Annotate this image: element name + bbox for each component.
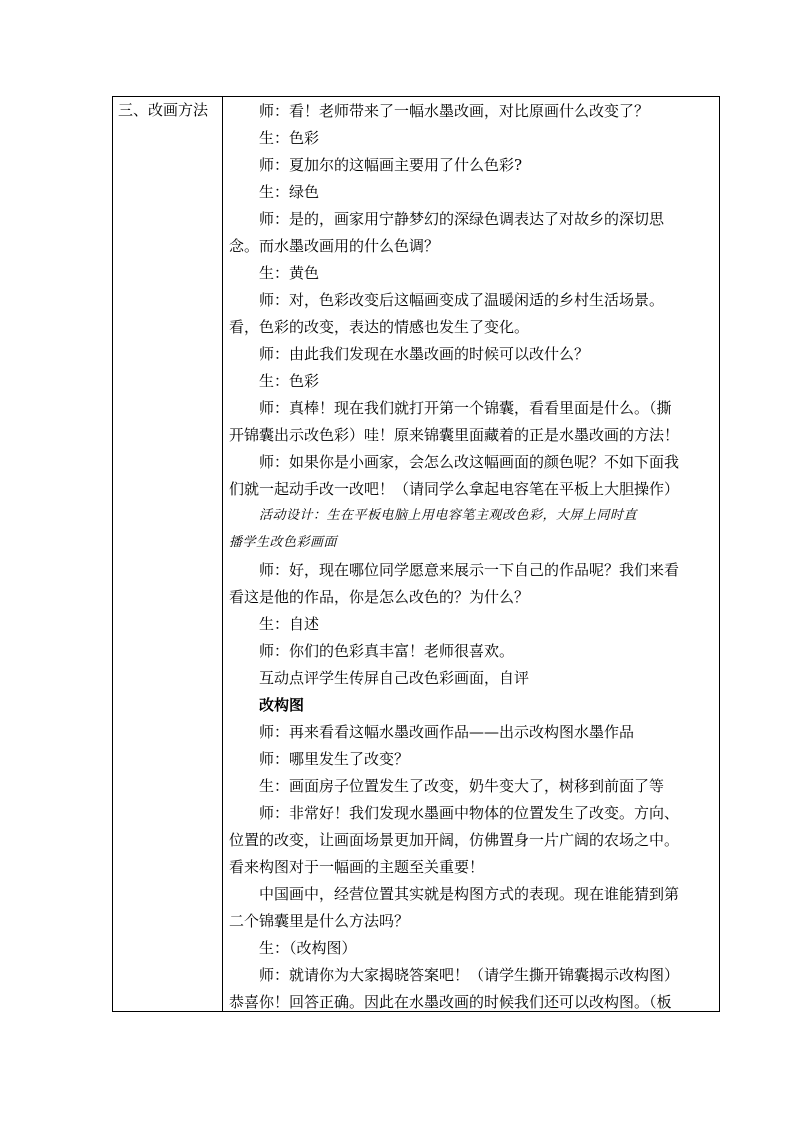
dialogue-line: 二个锦囊里是什么方法吗？ <box>229 912 410 930</box>
dialogue-line: 师：非常好！我们发现水墨画中物体的位置发生了改变。方向、 <box>259 804 680 822</box>
dialogue-line: 师：是的，画家用宁静梦幻的深绿色调表达了对故乡的深切思 <box>259 210 665 228</box>
dialogue-line: 们就一起动手改一改吧！（请同学么拿起电容笔在平板上大胆操作） <box>229 480 680 498</box>
dialogue-line: 师：夏加尔的这幅画主要用了什么色彩? <box>259 156 523 174</box>
activity-note: 播学生改色彩画面 <box>229 535 338 550</box>
dialogue-line: 看这是他的作品，你是怎么改色的？为什么？ <box>229 588 530 606</box>
section-label: 三、改画方法 <box>118 101 209 119</box>
dialogue-line: 生：自述 <box>259 615 320 633</box>
dialogue-line: 师：哪里发生了改变？ <box>259 750 410 768</box>
dialogue-line: 生：色彩 <box>259 129 320 147</box>
dialogue-line: 生：黄色 <box>259 264 320 282</box>
dialogue-line: 师：对，色彩改变后这幅画变成了温暖闲适的乡村生活场景。 <box>259 291 665 309</box>
dialogue-line: 念。而水墨改画用的什么色调？ <box>229 237 440 255</box>
lesson-table <box>112 96 720 1012</box>
dialogue-line: 恭喜你！回答正确。因此在水墨改画的时候我们还可以改构图。（板 <box>229 993 672 1011</box>
dialogue-line: 生：色彩 <box>259 372 320 390</box>
dialogue-line: 师：由此我们发现在水墨改画的时候可以改什么？ <box>259 345 590 363</box>
dialogue-line: 师：你们的色彩真丰富！老师很喜欢。 <box>259 642 515 660</box>
dialogue-line: 位置的改变，让画面场景更加开阔，仿佛置身一片广阔的农场之中。 <box>229 831 680 849</box>
dialogue-line: 开锦囊出示改色彩）哇！原来锦囊里面藏着的正是水墨改画的方法！ <box>229 426 680 444</box>
dialogue-line: 师：看！老师带来了一幅水墨改画，对比原画什么改变了？ <box>259 102 650 120</box>
dialogue-line: 看，色彩的改变，表达的情感也发生了变化。 <box>229 318 530 336</box>
dialogue-line: 师：真棒！现在我们就打开第一个锦囊，看看里面是什么。（撕 <box>259 399 672 417</box>
dialogue-line: 中国画中，经营位置其实就是构图方式的表现。现在谁能猜到第 <box>259 885 680 903</box>
dialogue-line: 生：画面房子位置发生了改变，奶牛变大了，树移到前面了等 <box>259 777 665 795</box>
dialogue-line: 互动点评学生传屏自己改色彩画面，自评 <box>259 669 530 687</box>
activity-note: 活动设计：生在平板电脑上用电容笔主观改色彩，大屏上同时直 <box>259 508 638 523</box>
dialogue-line: 生：绿色 <box>259 183 320 201</box>
column-divider <box>222 97 223 1011</box>
dialogue-line: 师：再来看看这幅水墨改画作品——出示改构图水墨作品 <box>259 723 635 741</box>
dialogue-line: 师：就请你为大家揭晓答案吧！（请学生撕开锦囊揭示改构图） <box>259 966 680 984</box>
dialogue-line: 生：（改构图） <box>259 939 357 957</box>
dialogue-line: 师：如果你是小画家，会怎么改这幅画面的颜色呢？不如下面我 <box>259 453 680 471</box>
subsection-heading: 改构图 <box>259 696 305 714</box>
dialogue-line: 看来构图对于一幅画的主题至关重要！ <box>229 858 485 876</box>
dialogue-line: 师：好，现在哪位同学愿意来展示一下自己的作品呢？我们来看 <box>259 561 680 579</box>
